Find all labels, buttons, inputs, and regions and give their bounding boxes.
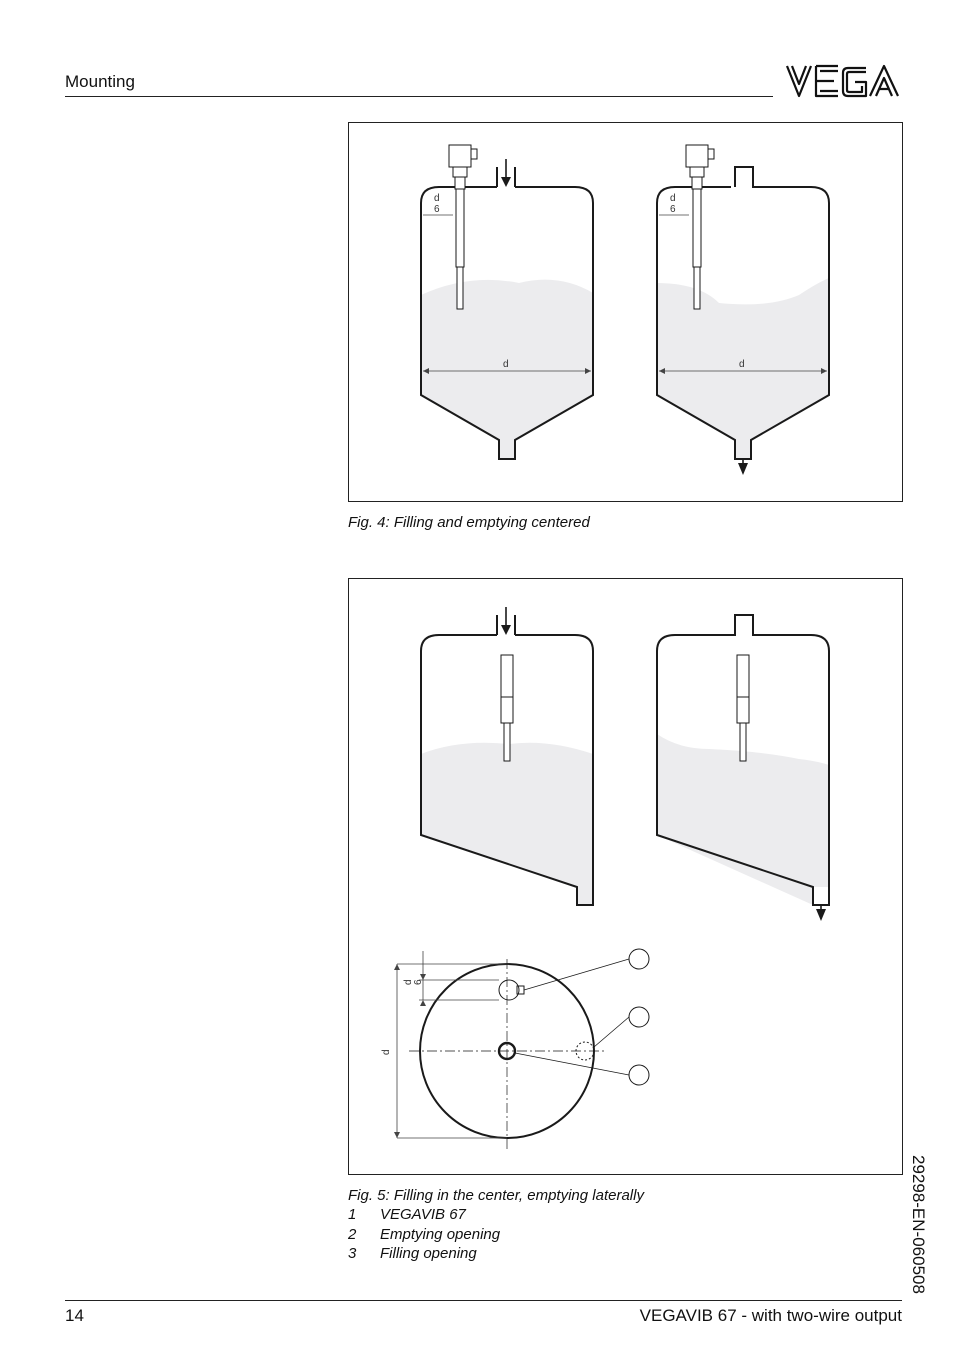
fig5-d-label: d bbox=[381, 1049, 392, 1055]
document-title: VEGAVIB 67 - with two-wire output bbox=[639, 1306, 902, 1325]
document-code: 29298-EN-060508 bbox=[909, 1155, 928, 1294]
figure-5-frame bbox=[348, 578, 903, 1175]
footer-rule bbox=[65, 1300, 902, 1301]
figure-5-caption: Fig. 5: Filling in the center, emptying laterally bbox=[348, 1187, 644, 1204]
section-title: Mounting bbox=[65, 72, 135, 91]
page-number: 14 bbox=[65, 1306, 84, 1325]
fig4-right-d-label: d bbox=[739, 359, 745, 370]
figure-4-frame bbox=[348, 122, 903, 502]
fig4-left-d-label: d bbox=[503, 359, 509, 370]
legend-item: 1 VEGAVIB 67 bbox=[348, 1206, 466, 1223]
fig5-d6-num: d bbox=[403, 979, 414, 985]
figure-5-drawing bbox=[349, 579, 902, 1174]
legend-item: 2 Emptying opening bbox=[348, 1225, 501, 1243]
fig4-left-d6-num: d bbox=[434, 193, 440, 204]
fig4-right-d6-num: d bbox=[670, 193, 676, 204]
fig5-d6-den: 6 bbox=[413, 979, 424, 985]
fig4-right-d6-den: 6 bbox=[670, 204, 676, 215]
figure-4-caption: Fig. 4: Filling and emptying centered bbox=[348, 514, 590, 531]
figure-5-legend bbox=[348, 1206, 500, 1265]
header-rule bbox=[65, 96, 773, 97]
legend-item: 3 Filling opening bbox=[348, 1245, 477, 1262]
vega-logo bbox=[784, 62, 902, 100]
figure-4-drawing bbox=[349, 123, 902, 501]
fig4-left-d6-den: 6 bbox=[434, 204, 440, 215]
